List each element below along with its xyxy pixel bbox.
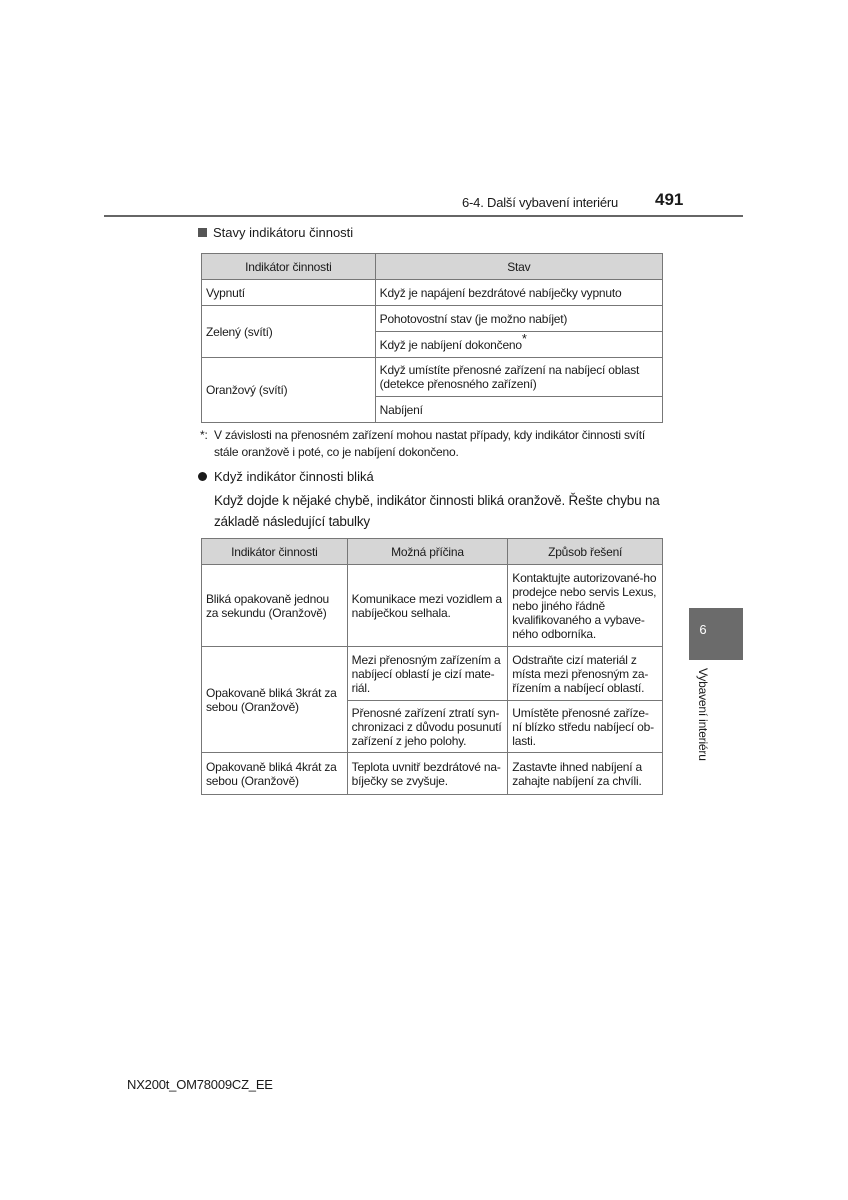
section-heading-text: Stavy indikátoru činnosti bbox=[213, 225, 354, 240]
table-header-cell: Stav bbox=[375, 254, 662, 280]
table-cell: Vypnutí bbox=[202, 280, 376, 306]
table-header-cell: Možná příčina bbox=[347, 539, 508, 565]
asterisk-mark: * bbox=[521, 330, 527, 346]
table-cell: Teplota uvnitř bezdrátové na-bíječky se zvyšuje. bbox=[347, 753, 508, 795]
chapter-tab-number: 6 bbox=[699, 622, 707, 637]
table-cell: Zelený (svítí) bbox=[202, 306, 376, 358]
table-cell: Umístěte přenosné zaříze-ní blízko středu nabíjecí ob-lasti. bbox=[508, 701, 663, 753]
table-header-cell: Indikátor činnosti bbox=[202, 254, 376, 280]
body-paragraph: Když dojde k nějaké chybě, indikátor činnosti bliká oranžově. Řešte chybu na základě následující tabulky bbox=[214, 493, 660, 529]
table-cell: Opakovaně bliká 3krát za sebou (Oranžově) bbox=[202, 647, 348, 753]
table-cell-text: Když je nabíjení dokončeno bbox=[379, 337, 522, 352]
table-cell: Opakovaně bliká 4krát za sebou (Oranžově) bbox=[202, 753, 348, 795]
footnote bbox=[200, 427, 670, 461]
page-number: 491 bbox=[655, 190, 684, 209]
chapter-tab-label: Vybavení interiéru bbox=[696, 668, 710, 761]
table-cell: Když umístíte přenosné zařízení na nabíjecí oblast (detekce přenosného zařízení) bbox=[375, 358, 662, 397]
table-cell bbox=[375, 332, 662, 358]
table-row bbox=[202, 306, 663, 332]
footnote-line: V závislosti na přenosném zařízení mohou nastat případy, kdy indikátor činnosti svítí bbox=[214, 428, 645, 442]
document-code: NX200t_OM78009CZ_EE bbox=[127, 1077, 273, 1092]
table-row bbox=[202, 647, 663, 701]
table-row bbox=[202, 280, 663, 306]
table-cell: Přenosné zařízení ztratí syn-chronizaci z důvodu posunutí zařízení z jeho polohy. bbox=[347, 701, 508, 753]
table-cell: Oranžový (svítí) bbox=[202, 358, 376, 423]
footnote-mark: *: bbox=[200, 428, 208, 442]
round-bullet-icon bbox=[198, 472, 207, 481]
table-cell: Zastavte ihned nabíjení a zahajte nabíjení za chvíli. bbox=[508, 753, 663, 795]
table-row bbox=[202, 358, 663, 397]
table-header-cell: Indikátor činnosti bbox=[202, 539, 348, 565]
bullet-heading bbox=[198, 469, 374, 484]
table-cell: Když je napájení bezdrátové nabíječky vypnuto bbox=[375, 280, 662, 306]
table-cell: Nabíjení bbox=[375, 397, 662, 423]
header-rule bbox=[104, 215, 743, 217]
bullet-heading-text: Když indikátor činnosti bliká bbox=[214, 469, 374, 484]
indicator-status-table bbox=[201, 253, 663, 423]
table-row bbox=[202, 753, 663, 795]
blink-troubleshooting-table bbox=[201, 538, 663, 795]
footnote-line: stále oranžově i poté, co je nabíjení dokončeno. bbox=[214, 445, 459, 459]
table-cell: Pohotovostní stav (je možno nabíjet) bbox=[375, 306, 662, 332]
square-bullet-icon bbox=[198, 228, 207, 237]
table-cell: Komunikace mezi vozidlem a nabíječkou selhala. bbox=[347, 565, 508, 647]
table-cell: Mezi přenosným zařízením a nabíjecí oblastí je cizí mate-riál. bbox=[347, 647, 508, 701]
table-row bbox=[202, 565, 663, 647]
table-cell: Odstraňte cizí materiál z místa mezi přenosným za-řízením a nabíjecí oblastí. bbox=[508, 647, 663, 701]
table-cell: Kontaktujte autorizované-ho prodejce nebo servis Lexus, nebo jiného řádně kvalifikovaného a vybave-ného odborníka. bbox=[508, 565, 663, 647]
running-header: 6-4. Další vybavení interiéru bbox=[462, 195, 619, 210]
table-header-cell: Způsob řešení bbox=[508, 539, 663, 565]
section-heading bbox=[198, 225, 353, 240]
table-cell: Bliká opakovaně jednou za sekundu (Oranžově) bbox=[202, 565, 348, 647]
